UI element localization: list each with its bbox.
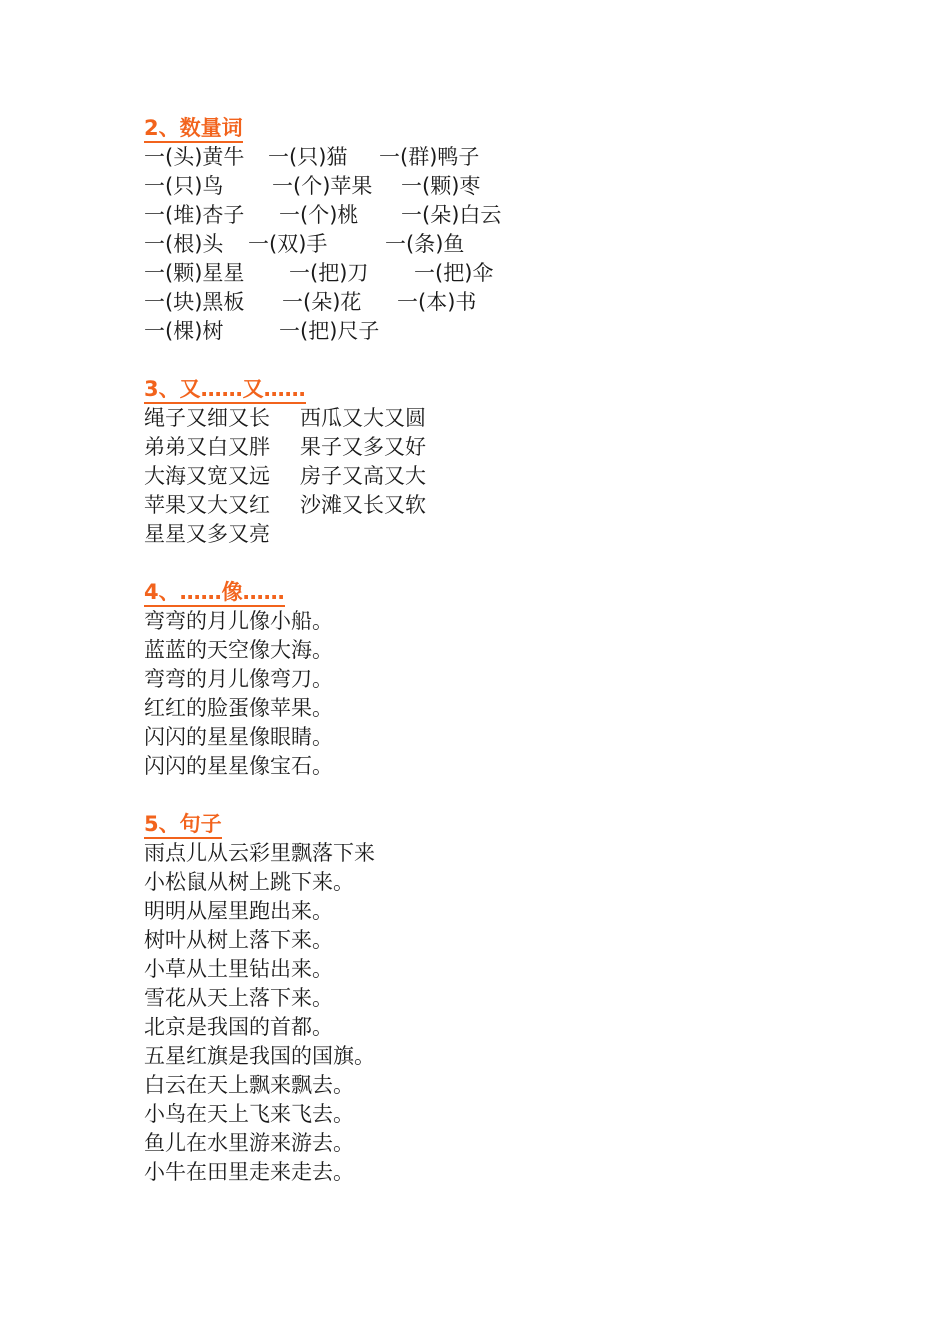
phrase: 一(群)鸭子 bbox=[379, 145, 480, 169]
phrase-row bbox=[144, 491, 844, 520]
section-gap bbox=[144, 549, 844, 578]
phrase: 一(头)黄牛 bbox=[144, 145, 245, 169]
section-gap bbox=[144, 781, 844, 810]
phrase: 一(根)头 bbox=[144, 232, 224, 256]
phrase: 绳子又细又长 bbox=[144, 406, 270, 430]
phrase: 一(朵)花 bbox=[282, 290, 362, 314]
section-heading: 2、数量词 bbox=[144, 114, 243, 143]
sentence: 鱼儿在水里游来游去。 bbox=[144, 1131, 354, 1155]
phrase-row bbox=[144, 404, 844, 433]
phrase-row bbox=[144, 433, 844, 462]
phrase: 一(堆)杏子 bbox=[144, 203, 245, 227]
sentence: 白云在天上飘来飘去。 bbox=[144, 1073, 354, 1097]
phrase: 苹果又大又红 bbox=[144, 493, 270, 517]
section-heading: 4、……像…… bbox=[144, 578, 285, 607]
phrase: 房子又高又大 bbox=[300, 464, 426, 488]
phrase: 一(块)黑板 bbox=[144, 290, 245, 314]
sentence: 树叶从树上落下来。 bbox=[144, 928, 333, 952]
phrase-row bbox=[144, 172, 844, 201]
phrase: 一(把)尺子 bbox=[279, 319, 380, 343]
phrase: 一(颗)枣 bbox=[401, 174, 481, 198]
phrase: 一(颗)星星 bbox=[144, 261, 245, 285]
phrase-row bbox=[144, 317, 844, 346]
phrase: 一(个)桃 bbox=[279, 203, 359, 227]
phrase: 一(个)苹果 bbox=[272, 174, 373, 198]
phrase: 大海又宽又远 bbox=[144, 464, 270, 488]
sentence: 闪闪的星星像宝石。 bbox=[144, 754, 333, 778]
sentence: 小鸟在天上飞来飞去。 bbox=[144, 1102, 354, 1126]
sentence: 红红的脸蛋像苹果。 bbox=[144, 696, 333, 720]
phrase: 一(条)鱼 bbox=[385, 232, 465, 256]
phrase: 一(朵)白云 bbox=[401, 203, 502, 227]
sentence: 小牛在田里走来走去。 bbox=[144, 1160, 354, 1184]
document-page bbox=[144, 114, 844, 1187]
phrase: 弟弟又白又胖 bbox=[144, 435, 270, 459]
phrase-row bbox=[144, 259, 844, 288]
phrase: 一(把)刀 bbox=[289, 261, 369, 285]
phrase-row bbox=[144, 520, 844, 549]
section-gap bbox=[144, 346, 844, 375]
phrase: 沙滩又长又软 bbox=[300, 493, 426, 517]
phrase-row bbox=[144, 462, 844, 491]
section-sentences bbox=[144, 810, 844, 1187]
phrase-row bbox=[144, 230, 844, 259]
sentence: 蓝蓝的天空像大海。 bbox=[144, 638, 333, 662]
sentence: 弯弯的月儿像小船。 bbox=[144, 609, 333, 633]
phrase: 一(棵)树 bbox=[144, 319, 224, 343]
section-heading: 3、又……又…… bbox=[144, 375, 306, 404]
phrase-row bbox=[144, 201, 844, 230]
section-you-you bbox=[144, 375, 844, 549]
phrase-row bbox=[144, 143, 844, 172]
phrase: 一(双)手 bbox=[248, 232, 328, 256]
sentence: 雪花从天上落下来。 bbox=[144, 986, 333, 1010]
phrase: 星星又多又亮 bbox=[144, 522, 270, 546]
phrase: 一(把)伞 bbox=[414, 261, 494, 285]
phrase: 西瓜又大又圆 bbox=[300, 406, 426, 430]
sentence: 闪闪的星星像眼睛。 bbox=[144, 725, 333, 749]
sentence: 明明从屋里跑出来。 bbox=[144, 899, 333, 923]
sentence: 弯弯的月儿像弯刀。 bbox=[144, 667, 333, 691]
section-heading: 5、句子 bbox=[144, 810, 222, 839]
phrase: 一(本)书 bbox=[397, 290, 477, 314]
section-like bbox=[144, 578, 844, 781]
sentence: 雨点儿从云彩里飘落下来 bbox=[144, 841, 375, 865]
phrase: 一(只)鸟 bbox=[144, 174, 224, 198]
phrase-row bbox=[144, 288, 844, 317]
sentence: 北京是我国的首都。 bbox=[144, 1015, 333, 1039]
section-measure-words bbox=[144, 114, 844, 346]
phrase: 果子又多又好 bbox=[300, 435, 426, 459]
phrase: 一(只)猫 bbox=[268, 145, 348, 169]
sentence: 五星红旗是我国的国旗。 bbox=[144, 1044, 375, 1068]
sentence: 小草从土里钻出来。 bbox=[144, 957, 333, 981]
sentence: 小松鼠从树上跳下来。 bbox=[144, 870, 354, 894]
